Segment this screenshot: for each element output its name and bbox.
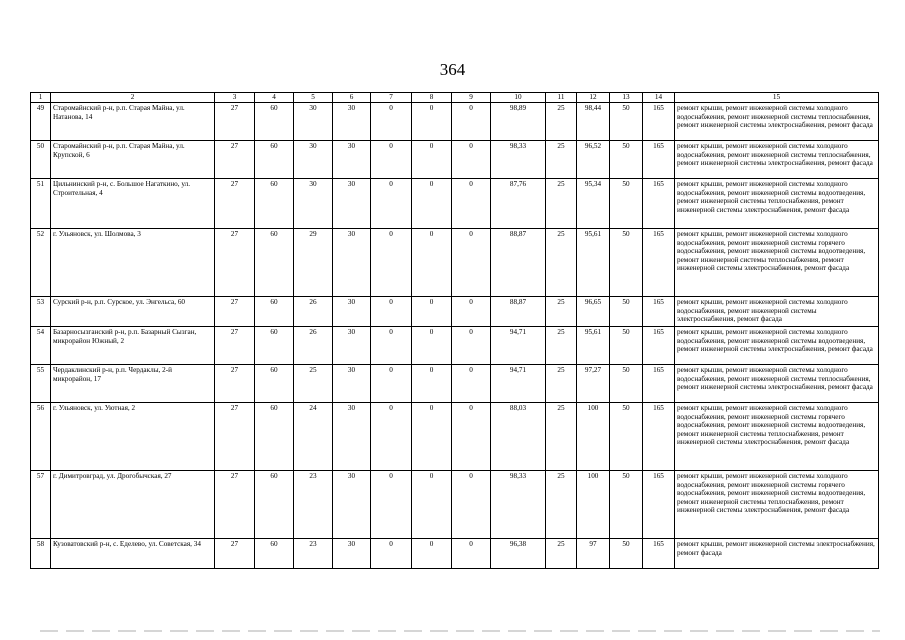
cell-col-12: 97,27 [577, 365, 610, 403]
cell-work-description: ремонт крыши, ремонт инженерной системы холодного водоснабжения, ремонт инженерной системы электроснабжения, ремонт фасада [675, 297, 879, 327]
cell-col-5: 30 [294, 141, 333, 179]
cell-col-5: 26 [294, 327, 333, 365]
cell-col-6: 30 [333, 539, 371, 569]
cell-col-10: 94,71 [491, 327, 546, 365]
cell-col-7: 0 [371, 539, 412, 569]
cell-work-description: ремонт крыши, ремонт инженерной системы электроснабжения, ремонт фасада [675, 539, 879, 569]
cell-col-10: 96,38 [491, 539, 546, 569]
cell-col-12: 95,61 [577, 327, 610, 365]
cell-col-8: 0 [412, 365, 452, 403]
cell-work-description: ремонт крыши, ремонт инженерной системы холодного водоснабжения, ремонт инженерной системы водоотведения, ремонт инженерной системы теплоснабжения, ремонт инженерной системы электроснабжения, ремонт фасада [675, 179, 879, 229]
cell-row-number: 51 [31, 179, 51, 229]
cell-col-4: 60 [255, 403, 294, 471]
cell-col-6: 30 [333, 141, 371, 179]
cell-col-4: 60 [255, 103, 294, 141]
cell-col-8: 0 [412, 297, 452, 327]
cell-col-12: 95,34 [577, 179, 610, 229]
cell-col-13: 50 [610, 539, 643, 569]
cell-col-13: 50 [610, 327, 643, 365]
cell-address: г. Ульяновск, ул. Шолмова, 3 [51, 229, 215, 297]
cell-col-11: 25 [546, 103, 577, 141]
column-header-1: 1 [31, 93, 51, 103]
cell-row-number: 55 [31, 365, 51, 403]
cell-col-5: 24 [294, 403, 333, 471]
cell-col-9: 0 [452, 403, 491, 471]
cell-address: Старомайнский р-н, р.п. Старая Майна, ул. Натанова, 14 [51, 103, 215, 141]
column-header-8: 8 [412, 93, 452, 103]
cell-col-8: 0 [412, 179, 452, 229]
cell-col-4: 60 [255, 327, 294, 365]
cell-col-14: 165 [643, 471, 675, 539]
table-row [31, 297, 879, 327]
cell-col-9: 0 [452, 141, 491, 179]
cell-col-7: 0 [371, 179, 412, 229]
cell-col-13: 50 [610, 179, 643, 229]
cell-col-14: 165 [643, 297, 675, 327]
cell-work-description: ремонт крыши, ремонт инженерной системы холодного водоснабжения, ремонт инженерной системы водоотведения, ремонт инженерной системы электроснабжения, ремонт фасада [675, 327, 879, 365]
cell-col-13: 50 [610, 403, 643, 471]
cell-row-number: 58 [31, 539, 51, 569]
cell-col-3: 27 [215, 471, 255, 539]
cell-col-10: 94,71 [491, 365, 546, 403]
column-header-7: 7 [371, 93, 412, 103]
column-header-10: 10 [491, 93, 546, 103]
cell-work-description: ремонт крыши, ремонт инженерной системы холодного водоснабжения, ремонт инженерной системы теплоснабжения, ремонт инженерной системы электроснабжения, ремонт фасада [675, 365, 879, 403]
column-header-2: 2 [51, 93, 215, 103]
cell-col-7: 0 [371, 471, 412, 539]
cell-col-14: 165 [643, 229, 675, 297]
cell-work-description: ремонт крыши, ремонт инженерной системы холодного водоснабжения, ремонт инженерной системы горячего водоснабжения, ремонт инженерной системы водоотведения, ремонт инженерной системы теплоснабжения, ремонт инженерной системы электроснабжения, ремонт фасада [675, 471, 879, 539]
cell-col-8: 0 [412, 539, 452, 569]
cell-row-number: 54 [31, 327, 51, 365]
cell-col-11: 25 [546, 297, 577, 327]
cell-row-number: 49 [31, 103, 51, 141]
cell-col-4: 60 [255, 297, 294, 327]
table-row [31, 141, 879, 179]
cell-col-6: 30 [333, 297, 371, 327]
cell-col-8: 0 [412, 471, 452, 539]
cell-col-13: 50 [610, 297, 643, 327]
cell-col-7: 0 [371, 103, 412, 141]
table-row [31, 103, 879, 141]
cell-row-number: 56 [31, 403, 51, 471]
cell-col-6: 30 [333, 327, 371, 365]
cell-col-4: 60 [255, 229, 294, 297]
cell-col-11: 25 [546, 539, 577, 569]
cell-work-description: ремонт крыши, ремонт инженерной системы холодного водоснабжения, ремонт инженерной системы теплоснабжения, ремонт инженерной системы электроснабжения, ремонт фасада [675, 103, 879, 141]
cell-address: Чердаклинский р-н, р.п. Чердаклы, 2-й микрорайон, 17 [51, 365, 215, 403]
cell-col-9: 0 [452, 365, 491, 403]
cell-col-3: 27 [215, 141, 255, 179]
column-header-3: 3 [215, 93, 255, 103]
cell-col-10: 98,33 [491, 141, 546, 179]
cell-col-12: 95,61 [577, 229, 610, 297]
cell-col-12: 97 [577, 539, 610, 569]
cell-col-7: 0 [371, 229, 412, 297]
cell-col-14: 165 [643, 179, 675, 229]
cell-row-number: 53 [31, 297, 51, 327]
table-row [31, 229, 879, 297]
cell-address: Кузоватовский р-н, с. Еделево, ул. Советская, 34 [51, 539, 215, 569]
cell-col-13: 50 [610, 141, 643, 179]
cell-col-5: 30 [294, 179, 333, 229]
cell-col-7: 0 [371, 365, 412, 403]
cell-col-13: 50 [610, 365, 643, 403]
cell-col-14: 165 [643, 539, 675, 569]
cell-col-8: 0 [412, 141, 452, 179]
cell-col-3: 27 [215, 229, 255, 297]
column-header-15: 15 [675, 93, 879, 103]
cell-col-4: 60 [255, 179, 294, 229]
cell-col-9: 0 [452, 103, 491, 141]
cell-col-9: 0 [452, 229, 491, 297]
cell-address: г. Димитровград, ул. Дрогобычская, 27 [51, 471, 215, 539]
scan-artifact-line [40, 630, 880, 632]
column-header-4: 4 [255, 93, 294, 103]
cell-col-12: 96,65 [577, 297, 610, 327]
cell-col-10: 88,87 [491, 229, 546, 297]
cell-col-14: 165 [643, 103, 675, 141]
cell-col-3: 27 [215, 327, 255, 365]
cell-col-14: 165 [643, 327, 675, 365]
cell-col-12: 100 [577, 403, 610, 471]
cell-col-7: 0 [371, 327, 412, 365]
cell-col-11: 25 [546, 403, 577, 471]
cell-col-6: 30 [333, 471, 371, 539]
cell-col-11: 25 [546, 327, 577, 365]
cell-col-10: 98,33 [491, 471, 546, 539]
column-header-13: 13 [610, 93, 643, 103]
cell-col-3: 27 [215, 103, 255, 141]
cell-col-8: 0 [412, 327, 452, 365]
cell-col-10: 88,87 [491, 297, 546, 327]
cell-address: Цильнинский р-н, с. Большое Нагаткино, ул. Строительная, 4 [51, 179, 215, 229]
column-header-5: 5 [294, 93, 333, 103]
cell-col-5: 25 [294, 365, 333, 403]
cell-col-5: 23 [294, 471, 333, 539]
table-body [31, 93, 879, 569]
cell-col-5: 29 [294, 229, 333, 297]
cell-col-11: 25 [546, 141, 577, 179]
cell-col-14: 165 [643, 403, 675, 471]
cell-col-13: 50 [610, 471, 643, 539]
cell-col-10: 98,89 [491, 103, 546, 141]
cell-col-9: 0 [452, 539, 491, 569]
cell-col-5: 30 [294, 103, 333, 141]
cell-col-3: 27 [215, 539, 255, 569]
cell-col-9: 0 [452, 471, 491, 539]
table-row [31, 327, 879, 365]
cell-row-number: 52 [31, 229, 51, 297]
cell-col-7: 0 [371, 403, 412, 471]
cell-col-5: 26 [294, 297, 333, 327]
cell-col-8: 0 [412, 403, 452, 471]
cell-col-7: 0 [371, 297, 412, 327]
table-row [31, 539, 879, 569]
cell-col-13: 50 [610, 103, 643, 141]
cell-col-9: 0 [452, 327, 491, 365]
cell-work-description: ремонт крыши, ремонт инженерной системы холодного водоснабжения, ремонт инженерной системы теплоснабжения, ремонт инженерной системы электроснабжения, ремонт фасада [675, 141, 879, 179]
table-row [31, 365, 879, 403]
cell-col-11: 25 [546, 471, 577, 539]
cell-col-12: 98,44 [577, 103, 610, 141]
cell-row-number: 50 [31, 141, 51, 179]
column-header-6: 6 [333, 93, 371, 103]
cell-row-number: 57 [31, 471, 51, 539]
cell-col-4: 60 [255, 141, 294, 179]
cell-col-12: 96,52 [577, 141, 610, 179]
cell-col-4: 60 [255, 365, 294, 403]
cell-col-11: 25 [546, 179, 577, 229]
table-row [31, 179, 879, 229]
table-row [31, 403, 879, 471]
cell-col-13: 50 [610, 229, 643, 297]
cell-col-8: 0 [412, 103, 452, 141]
cell-col-7: 0 [371, 141, 412, 179]
cell-col-9: 0 [452, 297, 491, 327]
cell-col-3: 27 [215, 179, 255, 229]
column-header-9: 9 [452, 93, 491, 103]
cell-col-10: 88,03 [491, 403, 546, 471]
column-header-14: 14 [643, 93, 675, 103]
cell-col-3: 27 [215, 365, 255, 403]
cell-col-8: 0 [412, 229, 452, 297]
page-number: 364 [439, 60, 466, 79]
cell-address: Старомайнский р-н, р.п. Старая Майна, ул. Крупской, 6 [51, 141, 215, 179]
cell-col-14: 165 [643, 141, 675, 179]
cell-col-6: 30 [333, 229, 371, 297]
cell-col-4: 60 [255, 539, 294, 569]
cell-col-11: 25 [546, 229, 577, 297]
cell-col-6: 30 [333, 103, 371, 141]
cell-address: Сурский р-н, р.п. Сурское, ул. Энгельса, 60 [51, 297, 215, 327]
cell-col-14: 165 [643, 365, 675, 403]
cell-col-11: 25 [546, 365, 577, 403]
cell-col-9: 0 [452, 179, 491, 229]
cell-col-12: 100 [577, 471, 610, 539]
column-header-12: 12 [577, 93, 610, 103]
cell-col-6: 30 [333, 179, 371, 229]
cell-col-10: 87,76 [491, 179, 546, 229]
cell-col-3: 27 [215, 297, 255, 327]
cell-col-5: 23 [294, 539, 333, 569]
cell-col-4: 60 [255, 471, 294, 539]
cell-address: г. Ульяновск, ул. Уютная, 2 [51, 403, 215, 471]
table-header-row [31, 93, 879, 103]
table-row [31, 471, 879, 539]
cell-work-description: ремонт крыши, ремонт инженерной системы холодного водоснабжения, ремонт инженерной системы горячего водоснабжения, ремонт инженерной системы водоотведения, ремонт инженерной системы теплоснабжения, ремонт инженерной системы электроснабжения, ремонт фасада [675, 229, 879, 297]
cell-address: Базарносызганский р-н, р.п. Базарный Сызган, микрорайон Южный, 2 [51, 327, 215, 365]
cell-col-3: 27 [215, 403, 255, 471]
program-table [30, 92, 879, 569]
cell-col-6: 30 [333, 365, 371, 403]
cell-work-description: ремонт крыши, ремонт инженерной системы холодного водоснабжения, ремонт инженерной системы горячего водоснабжения, ремонт инженерной системы водоотведения, ремонт инженерной системы теплоснабжения, ремонт инженерной системы электроснабжения, ремонт фасада [675, 403, 879, 471]
cell-col-6: 30 [333, 403, 371, 471]
column-header-11: 11 [546, 93, 577, 103]
